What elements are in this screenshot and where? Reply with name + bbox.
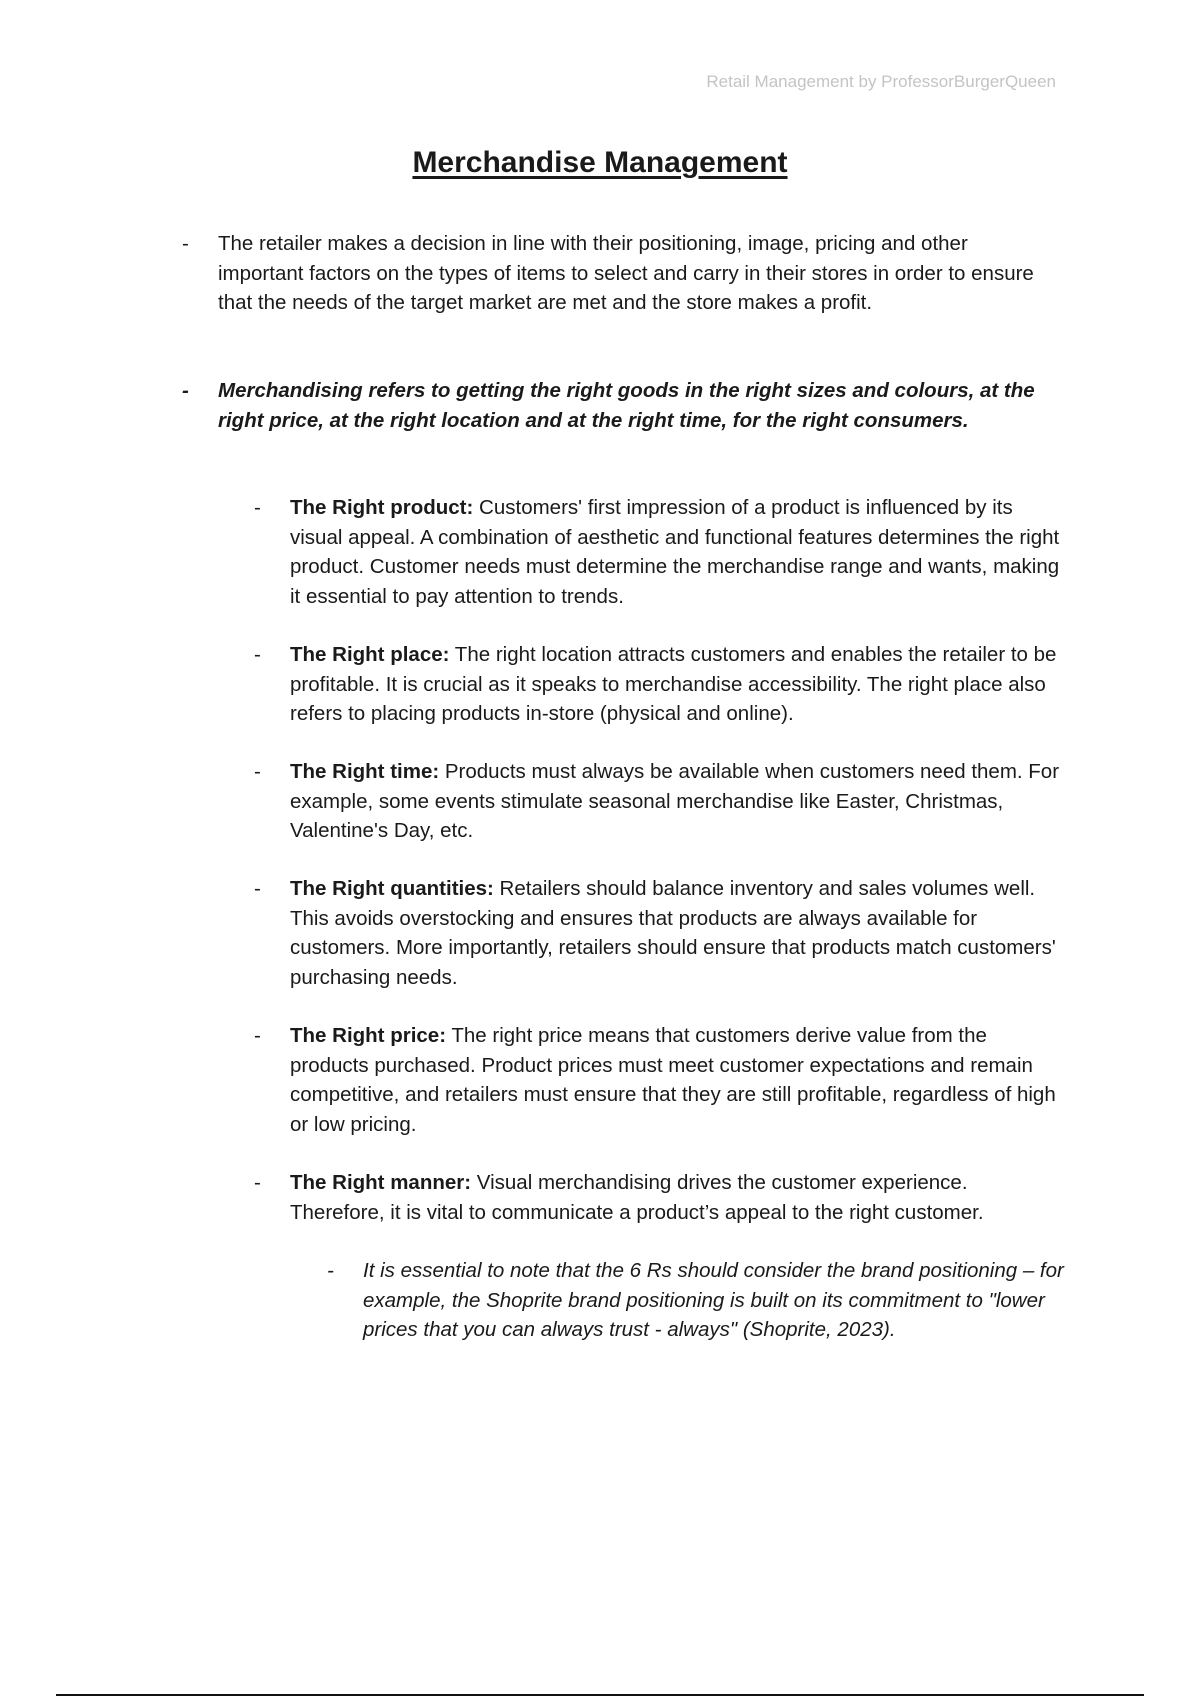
intro-bullet: [182, 229, 1058, 318]
definition-text: Merchandising refers to getting the right goods in the right sizes and colours, at the right price, at the right location and at the right time, for the right consumers.: [218, 379, 1035, 432]
bullet-term: The Right price:: [290, 1024, 447, 1047]
bullet-term: The Right quantities:: [290, 877, 494, 900]
bullet-dash: -: [254, 643, 261, 666]
right-product-bullet: [254, 493, 1065, 611]
bullet-term: The Right product:: [290, 496, 474, 519]
bullet-dash: -: [254, 760, 261, 783]
bullet-dash: -: [254, 1171, 261, 1194]
right-manner-bullet: [254, 1168, 1065, 1227]
bullet-dash: -: [182, 379, 189, 402]
bullet-dash: -: [254, 1024, 261, 1047]
bullet-term: The Right time:: [290, 760, 440, 783]
right-quantities-bullet: [254, 874, 1065, 992]
intro-text: The retailer makes a decision in line with their positioning, image, pricing and other important factors on the types of items to select and carry in their stores in order to ensure that the needs of the target market are met and the store makes a profit.: [218, 232, 1034, 314]
right-price-bullet: [254, 1021, 1065, 1139]
bullet-text: The right price means that customers derive value from the products purchased. Product prices must meet customer expectations and remain competitive, and retailers must ensure that they are still profitable, regardless of high or low pricing.: [290, 1024, 1056, 1136]
bullet-dash: -: [254, 496, 261, 519]
bullet-term: The Right place:: [290, 643, 450, 666]
right-time-bullet: [254, 757, 1065, 846]
bullet-dash: -: [327, 1259, 334, 1282]
bullet-text: Retailers should balance inventory and sales volumes well. This avoids overstocking and ensures that products are always available for customers. More importantly, retailers should ensure that products match customers' purchasing needs.: [290, 877, 1056, 989]
definition-bullet: [182, 376, 1058, 435]
bullet-dash: -: [254, 877, 261, 900]
bullet-text: Products must always be available when customers need them. For example, some events stimulate seasonal merchandise like Easter, Christmas, Valentine's Day, etc.: [290, 760, 1060, 842]
bottom-divider: [56, 1694, 1144, 1696]
note-bullet: [327, 1256, 1068, 1345]
note-text: It is essential to note that the 6 Rs should consider the brand positioning – for example, the Shoprite brand positioning is built on its commitment to "lower prices that you can always trust - always" (Shoprite, 2023).: [363, 1259, 1064, 1341]
bullet-text: Visual merchandising drives the customer experience. Therefore, it is vital to communicate a product’s appeal to the right customer.: [290, 1171, 984, 1224]
right-place-bullet: [254, 640, 1065, 729]
bullet-text: The right location attracts customers and enables the retailer to be profitable. It is crucial as it speaks to merchandise accessibility. The right place also refers to placing products in-store (physical and online).: [290, 643, 1057, 725]
bullet-dash: -: [182, 232, 189, 255]
bullet-term: The Right manner:: [290, 1171, 472, 1194]
page-title: Merchandise Management: [412, 146, 788, 179]
bullet-text: Customers' first impression of a product is influenced by its visual appeal. A combination of aesthetic and functional features determines the right product. Customer needs must determine the merchandise range and wants, making it essential to pay attention to trends.: [290, 496, 1060, 608]
running-header: Retail Management by ProfessorBurgerQueen: [706, 72, 1056, 91]
